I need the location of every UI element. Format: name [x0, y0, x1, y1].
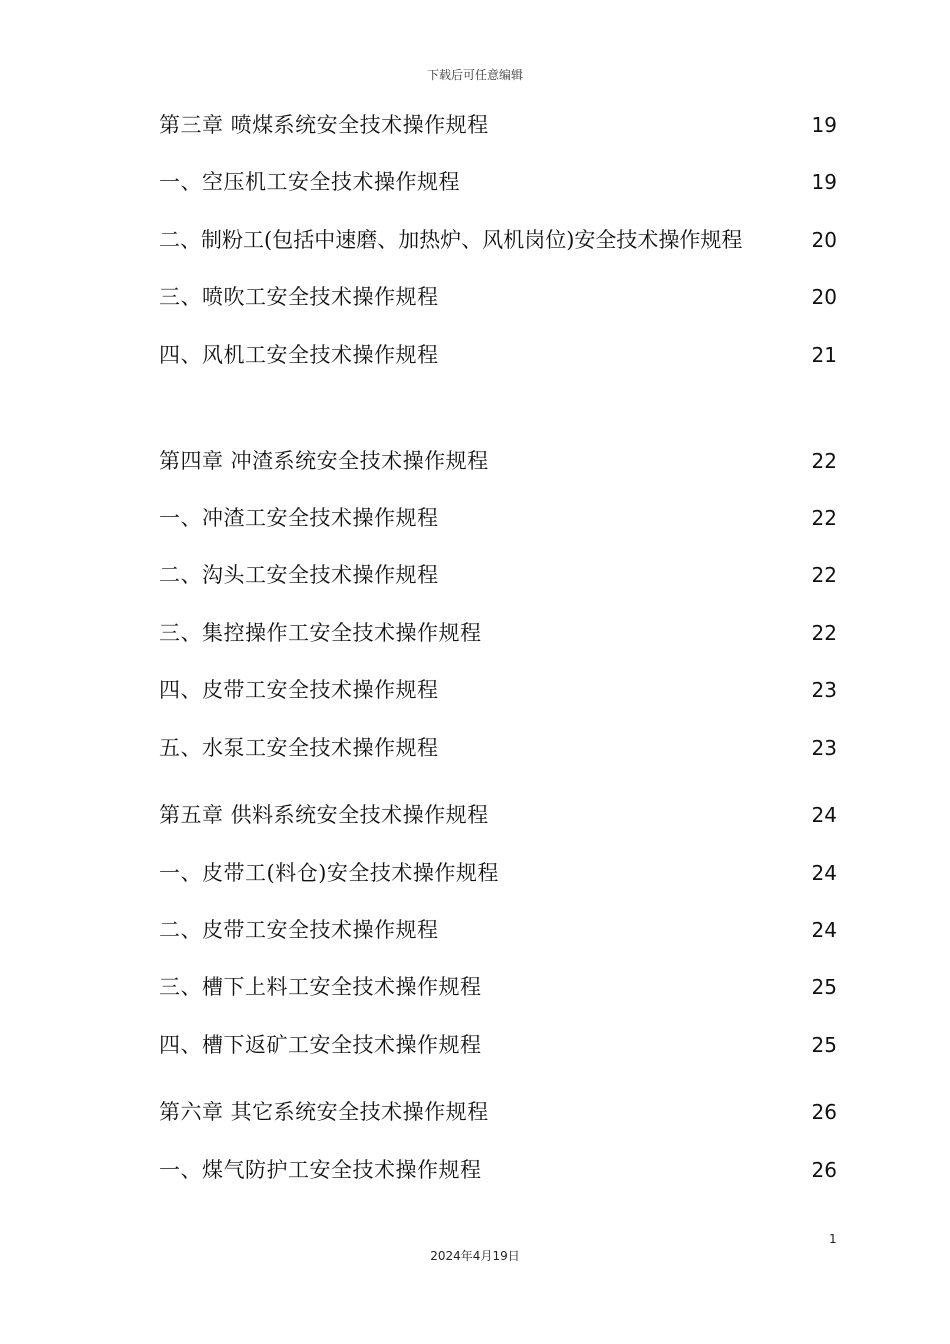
toc-entry-page: 22: [811, 563, 837, 587]
toc-entry[interactable]: [159, 167, 837, 197]
toc-entry-title: 二、制粉工(包括中速磨、加热炉、风机岗位)安全技术操作规程: [159, 228, 743, 252]
toc-entry[interactable]: [159, 225, 837, 255]
toc-entry-page: 19: [811, 170, 837, 194]
toc-entry[interactable]: [159, 675, 837, 705]
toc-entry-page: 19: [811, 113, 837, 137]
toc-entry-title: 三、喷吹工安全技术操作规程: [159, 285, 439, 309]
toc-entry-title: 四、风机工安全技术操作规程: [159, 343, 439, 367]
page-number: 1: [829, 1232, 837, 1246]
toc-entry-title: 第五章 供料系统安全技术操作规程: [159, 803, 489, 827]
toc-entry[interactable]: [159, 915, 837, 945]
toc-entry-title: 第六章 其它系统安全技术操作规程: [159, 1100, 489, 1124]
toc-entry-page: 25: [811, 975, 837, 999]
toc-entry-title: 二、沟头工安全技术操作规程: [159, 563, 439, 587]
toc-entry[interactable]: [159, 858, 837, 888]
toc-chapter-5[interactable]: [159, 800, 837, 830]
toc-entry-title: 五、水泵工安全技术操作规程: [159, 736, 439, 760]
footer-date: 2024年4月19日: [430, 1249, 520, 1263]
toc-entry-title: 四、槽下返矿工安全技术操作规程: [159, 1033, 482, 1057]
toc-entry-page: 26: [811, 1158, 837, 1182]
toc-entry-title: 三、集控操作工安全技术操作规程: [159, 621, 482, 645]
toc-entry-page: 25: [811, 1033, 837, 1057]
toc-entry-title: 第三章 喷煤系统安全技术操作规程: [159, 113, 489, 137]
toc-entry-page: 20: [811, 228, 837, 252]
toc-entry-page: 24: [811, 861, 837, 885]
toc-entry-title: 一、冲渣工安全技术操作规程: [159, 506, 439, 530]
page-header: 下载后可任意编辑: [426, 68, 523, 82]
toc-entry-title: 四、皮带工安全技术操作规程: [159, 678, 439, 702]
toc-entry-page: 22: [811, 621, 837, 645]
toc-chapter-4[interactable]: [159, 446, 837, 476]
toc-entry-page: 22: [811, 449, 837, 473]
toc-entry[interactable]: [159, 972, 837, 1002]
toc-entry-page: 20: [811, 285, 837, 309]
toc-entry[interactable]: [159, 1030, 837, 1060]
toc-entry-title: 一、空压机工安全技术操作规程: [159, 170, 460, 194]
toc-entry[interactable]: [159, 733, 837, 763]
toc-entry-title: 一、皮带工(料仓)安全技术操作规程: [159, 861, 499, 885]
toc-entry-title: 二、皮带工安全技术操作规程: [159, 918, 439, 942]
toc-chapter-3[interactable]: [159, 110, 837, 140]
toc-entry-page: 22: [811, 506, 837, 530]
toc-entry-page: 24: [811, 803, 837, 827]
toc-entry[interactable]: [159, 618, 837, 648]
toc-entry[interactable]: [159, 1155, 837, 1185]
toc-entry-title: 一、煤气防护工安全技术操作规程: [159, 1158, 482, 1182]
toc-chapter-6[interactable]: [159, 1097, 837, 1127]
toc-entry[interactable]: [159, 282, 837, 312]
toc-entry-page: 23: [811, 678, 837, 702]
toc-entry-page: 21: [811, 343, 837, 367]
toc-entry[interactable]: [159, 560, 837, 590]
toc-entry-page: 23: [811, 736, 837, 760]
toc-entry[interactable]: [159, 503, 837, 533]
toc-entry-page: 24: [811, 918, 837, 942]
toc-entry-title: 第四章 冲渣系统安全技术操作规程: [159, 449, 489, 473]
toc-entry[interactable]: [159, 340, 837, 370]
toc-entry-page: 26: [811, 1100, 837, 1124]
toc-entry-title: 三、槽下上料工安全技术操作规程: [159, 975, 482, 999]
